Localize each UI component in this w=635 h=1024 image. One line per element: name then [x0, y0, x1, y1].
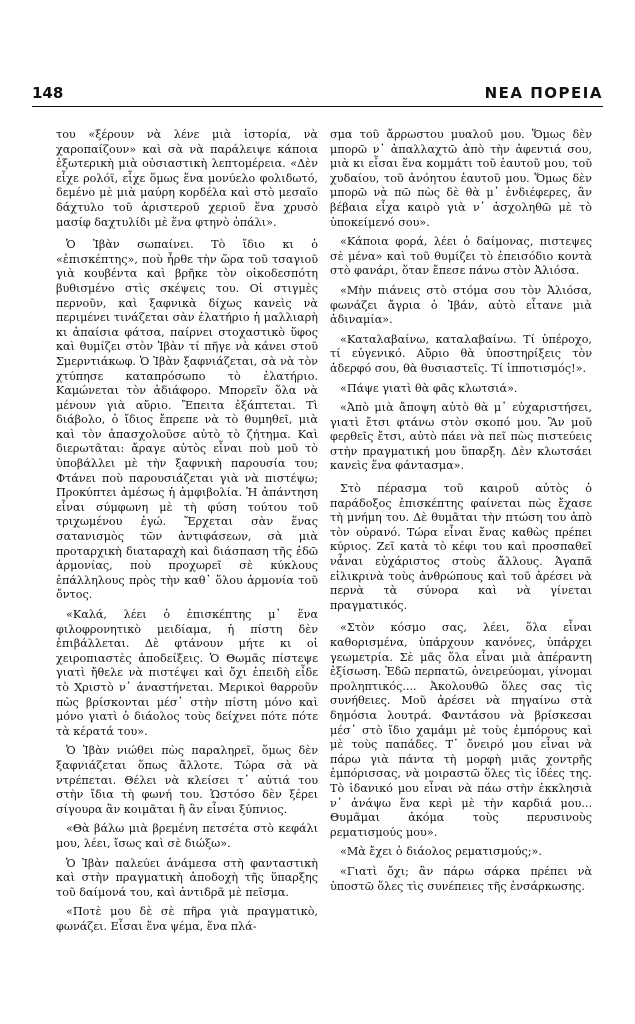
paragraph: Ὁ Ἰβὰν νιώθει πὼς παραληρεῖ, ὅμως δὲν ξαφνιάζεται ὅπως ἄλλοτε. Τώρα σὰ νὰ ντρέπεται. Θέλει νὰ κλείσει τ᾽ αὐτιά του στὴν ἴδια τὴ φωνή του. Ὡστόσο δὲν ξέρει σίγουρα ἂν κοιμᾶται ἢ ἂν εἶναι ξύπνιος. — [56, 744, 318, 816]
paragraph: «Μὴν πιάνεις στὸ στόμα σου τὸν Ἀλιόσα, φωνάζει ἄγρια ὁ Ἰβάν, αὐτὸ εἶτανε μιὰ ἀδιναμία». — [330, 283, 592, 327]
page-number: 148 — [32, 84, 64, 102]
paragraph: «Πάψε γιατὶ θὰ φᾶς κλωτσιά». — [340, 381, 518, 395]
paragraph: «Ποτὲ μου δὲ σὲ πῆρα γιὰ πραγματικὸ, φωνάζει. Εἶσαι ἕνα ψέμα, ἕνα πλά- — [56, 905, 318, 933]
paragraph: Ὁ Ἰβὰν σωπαίνει. Τὸ ἴδιο κι ὁ «ἐπισκέπτης», ποὺ ἦρθε τὴν ὥρα τοῦ τσαγιοῦ γιὰ κουβέντα καὶ βρῆκε τὸν οἰκοδεσπότη βυθισμένο στὶς σκέψεις του. Οἱ στιγμὲς περνοῦν, καὶ ξαφνικὰ δίχως κανεὶς νὰ περιμένει τινάζεται σὰν ἐλατήριο ἡ μαλλιαρὴ κι ἀπαίσια φάτσα, παίρνει στοχαστικὸ ὕφος καὶ θυμίζει στὸν Ἰβὰν τί πῆγε νὰ κάνει στοῦ Σμερντιάκωφ. Ὁ Ἰβὰν ξαφνιάζεται, σὰ νὰ τὸν χτύπησε καταπρόσωπο τὸ ἐλατήριο. Καμώνεται τὸν ἀδιάφορο. Μπορεῖν ὅλα νὰ μένουν γιὰ αὔριο. Ἔπειτα ἐξάπτεται. Τὶ διάβολο, ὁ ἴδιος ἔπρεπε νὰ τὸ θυμηθεῖ, μιὰ καὶ τὸν ἀπασχολοῦσε αὐτὸ τὸ ζήτημα. Καὶ διερωτᾶται: ἄραγε αὐτὸς εἶναι ποὺ μοῦ τὸ ὑποβάλλει μὲ τὴν ξαφνικὴ παρουσία του; Φτάνει ποὺ παρουσιάζεται γιὰ νὰ πιστέψω; Προκύπτει ἀμέσως ἡ ἀμφιβολία. Ἡ ἀπάντηση εἶναι σύμφωνη μὲ τὴ φύση τούτου τοῦ τριχωμένου ἐγώ. Ἔρχεται σὰν ἕνας σατανισμὸς τῶν ἀντιφάσεων, σὰ μιὰ προταρχικὴ διαταραχὴ καὶ διάσπαση τῆς ἐδῶ ἁρμονίας, ποὺ προχωρεῖ σὲ κύκλους ἐπάλληλους πρὸς τὴν καθ᾽ ὅλου ἁρμονία τοῦ ὄντος. — [56, 238, 318, 602]
right-column — [330, 128, 592, 899]
paragraph: σμα τοῦ ἄρρωστου μυαλοῦ μου. Ὅμως δὲν μπορῶ ν᾽ ἀπαλλαχτῶ ἀπὸ τὴν ἀφεντιά σου, μιὰ κι εἶσαι ἕνα κομμάτι τοῦ ἑαυτοῦ μου, τοῦ χυδαίου, τοῦ ἀνόητου ἑαυτοῦ μου. Ὅμως δὲν μπορῶ νὰ πῶ πὼς δὲ θὰ μ᾽ ἐνδιέφερες, ἂν βέβαια εἶχα καιρὸ γιὰ ν᾽ ἀσχοληθῶ μὲ τὸ ὑποκείμενό σου». — [330, 128, 592, 229]
running-title: ΝΕΑ ΠΟΡΕΙΑ — [484, 84, 603, 102]
header-rule — [32, 106, 603, 107]
paragraph: του «ξέρουν νὰ λένε μιὰ ἱστορία, νὰ χαροπαίζουν» καὶ σὰ νὰ παράλειψε κάποια ἐξωτερικὴ μιὰ οὐσιαστικὴ λεπτομέρεια. «Δὲν εἶχε ρολόϊ, εἶχε ὅμως ἕνα μονύελο φολιδωτό, δεμένο μὲ μιὰ μαύρη κορδέλα καὶ στὸ μεσαῖο δάχτυλο τοῦ ἀριστεροῦ χεριοῦ ἕνα χρυσὸ μασίφ δαχτυλίδι μὲ ἕνα φτηνὸ ὀπάλι». — [56, 128, 318, 229]
paragraph: «Γιατὶ ὄχι; ἂν πάρω σάρκα πρέπει νὰ ὑποστῶ ὅλες τὶς συνέπειες τῆς ἐνσάρκωσης. — [330, 864, 592, 893]
paragraph: Ὁ Ἰβὰν παλεύει ἀνάμεσα στὴ φανταστικὴ καὶ στὴν πραγματικὴ ἀποδοχὴ τῆς ὕπαρξης τοῦ δαίμονά του, καὶ ἀντιδρᾶ μὲ πεῖσμα. — [56, 856, 318, 899]
paragraph: «Κάποια φορά, λέει ὁ δαίμονας, πιστεψες σὲ μένα» καὶ τοῦ θυμίζει τὸ ἐπεισόδιο κοντὰ στὸ φανάρι, ὅταν ἔπεσε πάνω στὸν Ἀλιόσα. — [330, 235, 592, 278]
paragraph: «Ἀπὸ μιὰ ἄποψη αὐτὸ θὰ μ᾽ εὐχαριστήσει, γιατὶ ἔτσι φτάνω στὸν σκοπό μου. Ἂν μοῦ φερθεῖς ἔτσι, αὐτὸ πάει νὰ πεῖ πὼς πιστεύεις στὴν πραγματική μου ὕπαρξη. Δὲν κλωτσάει κανεὶς ἕνα φάντασμα». — [330, 401, 592, 473]
paragraph: «Μὰ ἔχει ὁ διάολος ρεματισμούς;». — [340, 845, 542, 859]
left-column — [56, 128, 318, 939]
paragraph: Στὸ πέρασμα τοῦ καιροῦ αὐτὸς ὁ παράδοξος ἐπισκέπτης φαίνεται πὼς ἔχασε τὴ μνήμη του. Δὲ θυμᾶται τὴν πτώση του ἀπὸ τὸν οὐρανό. Τώρα εἶναι ἕνας καθὼς πρέπει κύριος. Ζεῖ κατὰ τὸ κέφι του καὶ προσπαθεῖ νἆναι εὐχάριστος στοὺς ἄλλους. Ἀγαπᾶ εἰλικρινὰ τοὺς ἀνθρώπους καὶ τοῦ ἀρέσει νὰ περνὰ τὰ σύνορα καὶ νὰ γίνεται πραγματικός. — [330, 482, 592, 612]
paragraph: «Θὰ βάλω μιὰ βρεμένη πετσέτα στὸ κεφάλι μου, λέει, ἴσως καὶ σὲ διώξω». — [56, 822, 318, 850]
page-header — [32, 84, 603, 108]
paragraph: «Καταλαβαίνω, καταλαβαίνω. Τί ὑπέροχο, τί εὐγενικό. Αὔριο θὰ ὑποστηρίξεις τὸν ἀδερφό σου, θὰ θυσιαστεῖς. Τί ἱπποτισμός!». — [330, 332, 592, 375]
paragraph: «Καλά, λέει ὁ ἐπισκέπτης μ᾽ ἕνα φιλοφρονητικὸ μειδίαμα, ἡ πίστη δὲν ἐπιβάλλεται. Δὲ φτάνουν μήτε κι οἱ χειροπιαστὲς ἀποδείξεις. Ὁ Θωμᾶς πίστεψε γιατὶ ἤθελε νὰ πιστέψει καὶ ὄχι ἐπειδὴ εἶδε τὸ Χριστὸ ν᾽ ἀναστήνεται. Μερικοὶ θαρροῦν πὼς βρίσκονται μέσ᾽ στὴν πίστη μόνο καὶ μόνο γιατὶ ὁ διάολος τοὺς δείχνει πότε πότε τὰ κέρατά του». — [56, 608, 318, 738]
paragraph: «Στὸν κόσμο σας, λέει, ὅλα εἶναι καθορισμένα, ὑπάρχουν κανόνες, ὑπάρχει γεωμετρία. Σὲ μᾶς ὅλα εἶναι μιὰ ἀπέραντη ἐξίσωση. Ἐδῶ περπατῶ, ὀνειρεύομαι, γίνομαι προληπτικός.... Ἀκολουθῶ ὅλες σας τὶς συνήθειες. Μοῦ ἀρέσει νὰ πηγαίνω στὰ δημόσια λουτρά. Φαντάσου νὰ βρίσκεσαι μέσ᾽ στὸ ἴδιο χαμάμι μὲ τοὺς ἐμπόρους καὶ μὲ τοὺς παπάδες. Τ᾽ ὄνειρό μου εἶναι νὰ πάρω γιὰ πάντα τὴ μορφὴ μιᾶς χοντρῆς ἐμπόρισσας, νὰ μοιραστῶ ὅλες τὶς ἰδέες της. Τὸ ἰδανικό μου εἶναι νὰ πάω στὴν ἐκκλησιὰ ν᾽ ἀνάψω ἕνα κερὶ μὲ τὴν καρδιά μου... Θυμᾶμαι ἀκόμα τοὺς περυσινοὺς ρεματισμούς μου». — [330, 621, 592, 839]
